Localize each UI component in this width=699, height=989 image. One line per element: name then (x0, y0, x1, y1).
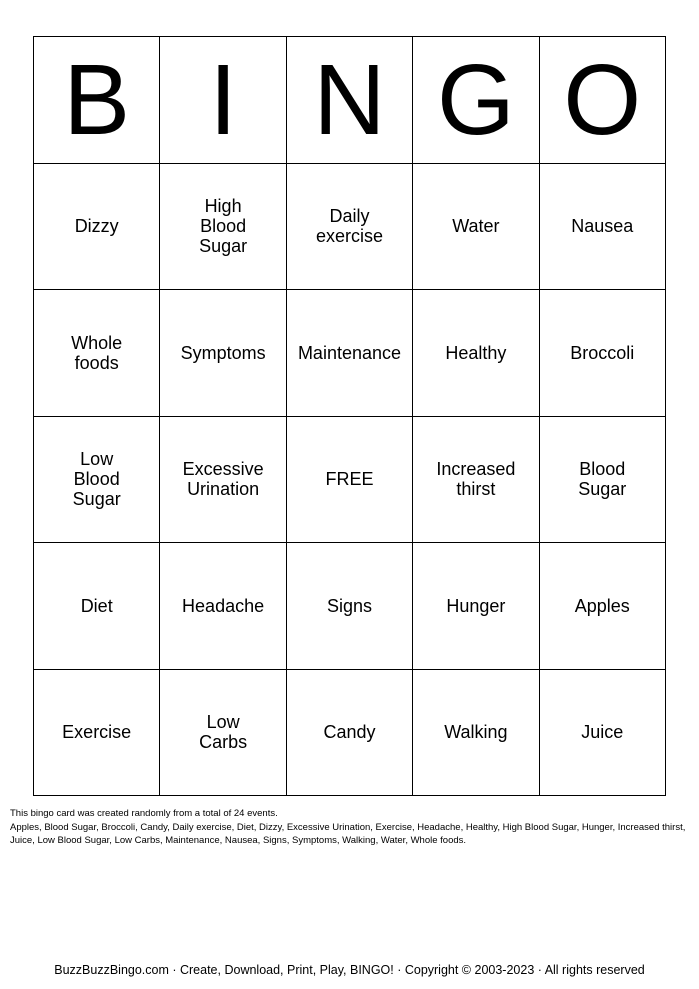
grid-cell (34, 163, 160, 290)
grid-cell-text: Healthy (445, 342, 507, 363)
grid-cell-text: Low Blood Sugar (72, 449, 121, 510)
grid-row (34, 163, 666, 290)
card-summary: This bingo card was created randomly from a total of 24 events. (10, 808, 278, 819)
grid-cell (34, 669, 160, 796)
grid-cell-text: Dizzy (74, 216, 119, 237)
event-list-line: Apples, Blood Sugar, Broccoli, Candy, Daily exercise, Diet, Dizzy, Excessive Urination, Exercise, Headache, Healthy, High Blood Sugar, Hunger, Increased thirst, (10, 821, 686, 833)
grid-cell-text: Broccoli (570, 342, 635, 363)
grid-cell-text: Diet (80, 595, 113, 616)
grid-cell (286, 290, 412, 417)
grid-cell (160, 669, 286, 796)
grid-cell-text: Nausea (571, 216, 634, 237)
grid-cell-text: Hunger (446, 595, 506, 616)
grid-cell (34, 290, 160, 417)
header-letter-o: O (539, 37, 665, 164)
grid-cell (34, 543, 160, 670)
card-info (10, 807, 694, 848)
grid-row (34, 669, 666, 796)
grid-cell-text: Daily exercise (315, 206, 383, 247)
grid-cell-text: Apples (574, 595, 630, 616)
grid-cell (34, 416, 160, 543)
grid-cell-text: Increased thirst (436, 459, 516, 500)
grid-cell-text: Walking (444, 722, 508, 743)
grid-cell (286, 163, 412, 290)
grid-row (34, 543, 666, 670)
grid-cell-text: Low Carbs (199, 712, 248, 753)
header-letter-g: G (413, 37, 539, 164)
grid-cell (160, 163, 286, 290)
grid-cell-text: Headache (182, 595, 265, 616)
event-list-line: Juice, Low Blood Sugar, Low Carbs, Maintenance, Nausea, Signs, Symptoms, Walking, Water, Whole foods. (10, 835, 467, 846)
grid-cell (413, 416, 539, 543)
grid-cell (286, 669, 412, 796)
grid-cell (539, 669, 665, 796)
grid-cell-text: Maintenance (297, 342, 402, 363)
header-letter-n: N (286, 37, 412, 164)
grid-cell (539, 290, 665, 417)
header-letter-b: B (34, 37, 160, 164)
grid-cell (160, 543, 286, 670)
grid-cell-text: Blood Sugar (578, 459, 627, 500)
grid-cell-text: Exercise (62, 722, 132, 743)
grid-cell-text: Signs (326, 595, 372, 616)
grid-cell-text: High Blood Sugar (199, 196, 248, 257)
header-letter-i: I (160, 37, 286, 164)
grid-cell (413, 163, 539, 290)
grid-row (34, 416, 666, 543)
grid-cell-text: Water (452, 216, 500, 237)
site-footer: BuzzBuzzBingo.com · Create, Download, Print, Play, BINGO! · Copyright © 2003-2023 · All rights reserved (54, 963, 645, 977)
grid-cell (539, 163, 665, 290)
free-space (286, 416, 412, 543)
grid-cell-text: Candy (323, 722, 376, 743)
grid-cell (160, 416, 286, 543)
grid-cell-text: Whole foods (71, 332, 123, 373)
bingo-card (33, 36, 666, 796)
grid-cell (160, 290, 286, 417)
grid-cell (413, 290, 539, 417)
grid-cell-text: Excessive Urination (182, 459, 264, 500)
grid-row (34, 290, 666, 417)
header-row (34, 37, 666, 164)
grid-cell-text: Symptoms (180, 342, 266, 363)
grid-cell (413, 669, 539, 796)
grid-cell (539, 416, 665, 543)
grid-cell-text: Juice (581, 722, 624, 743)
grid-cell (286, 543, 412, 670)
grid-cell (413, 543, 539, 670)
grid-cell (539, 543, 665, 670)
free-space-text: FREE (325, 469, 374, 490)
